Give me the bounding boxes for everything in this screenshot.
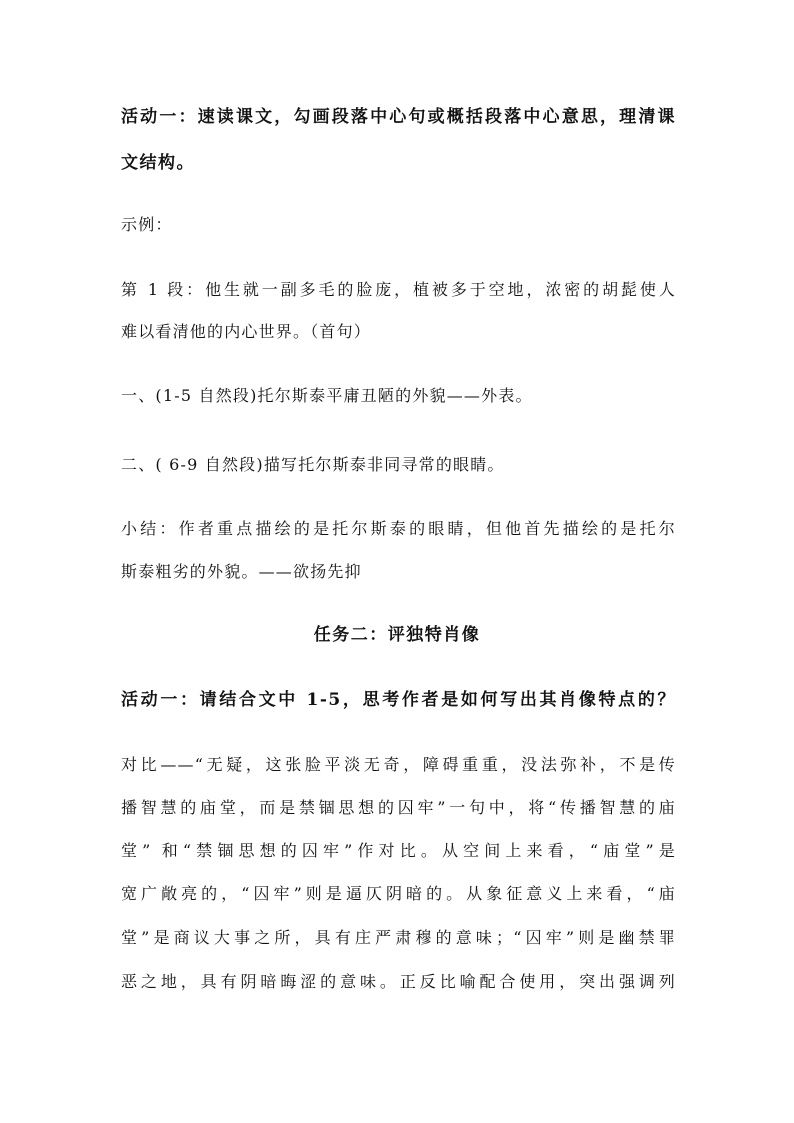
contrast-line-4: 宽广敞亮的，“囚牢”则是逼仄阴暗的。从象征意义上来看，“庙 (121, 884, 676, 903)
contrast-line-2: 播智慧的庙堂，而是禁锢思想的囚牢”一句中，将“传播智慧的庙 (121, 798, 676, 817)
section-two-summary: 二、( 6-9 自然段)描写托尔斯泰非同寻常的眼睛。 (121, 455, 505, 474)
activity-one-question: 活动一：请结合文中 1-5，思考作者是如何写出其肖像特点的？ (121, 690, 676, 710)
conclusion-line-1: 小结：作者重点描绘的是托尔斯泰的眼睛，但他首先描绘的是托尔 (121, 519, 676, 538)
contrast-line-1: 对比——“无疑，这张脸平淡无奇，障碍重重，没法弥补，不是传 (121, 755, 676, 774)
conclusion-line-2: 斯泰粗劣的外貌。——欲扬先抑 (121, 562, 362, 581)
paragraph-1-line-2: 难以看清他的内心世界。（首句） (121, 322, 372, 341)
example-label: 示例： (121, 215, 173, 234)
contrast-line-5: 堂”是商议大事之所，具有庄严肃穆的意味；“囚牢”则是幽禁罪 (121, 928, 676, 947)
contrast-line-6: 恶之地，具有阴暗晦涩的意味。正反比喻配合使用，突出强调列 (121, 972, 676, 991)
paragraph-1-line-1: 第 1 段：他生就一副多毛的脸庞，植被多于空地，浓密的胡髭使人 (121, 280, 676, 299)
contrast-line-3: 堂” 和“禁锢思想的囚牢”作对比。从空间上来看，“庙堂”是 (121, 841, 676, 860)
activity-one-heading-cont: 文结构。 (121, 153, 195, 173)
task-two-heading: 任务二：评独特肖像 (313, 625, 481, 645)
activity-one-heading: 活动一：速读课文，勾画段落中心句或概括段落中心意思，理清课 (121, 107, 676, 127)
section-one-summary: 一、(1-5 自然段)托尔斯泰平庸丑陋的外貌——外表。 (121, 386, 533, 405)
